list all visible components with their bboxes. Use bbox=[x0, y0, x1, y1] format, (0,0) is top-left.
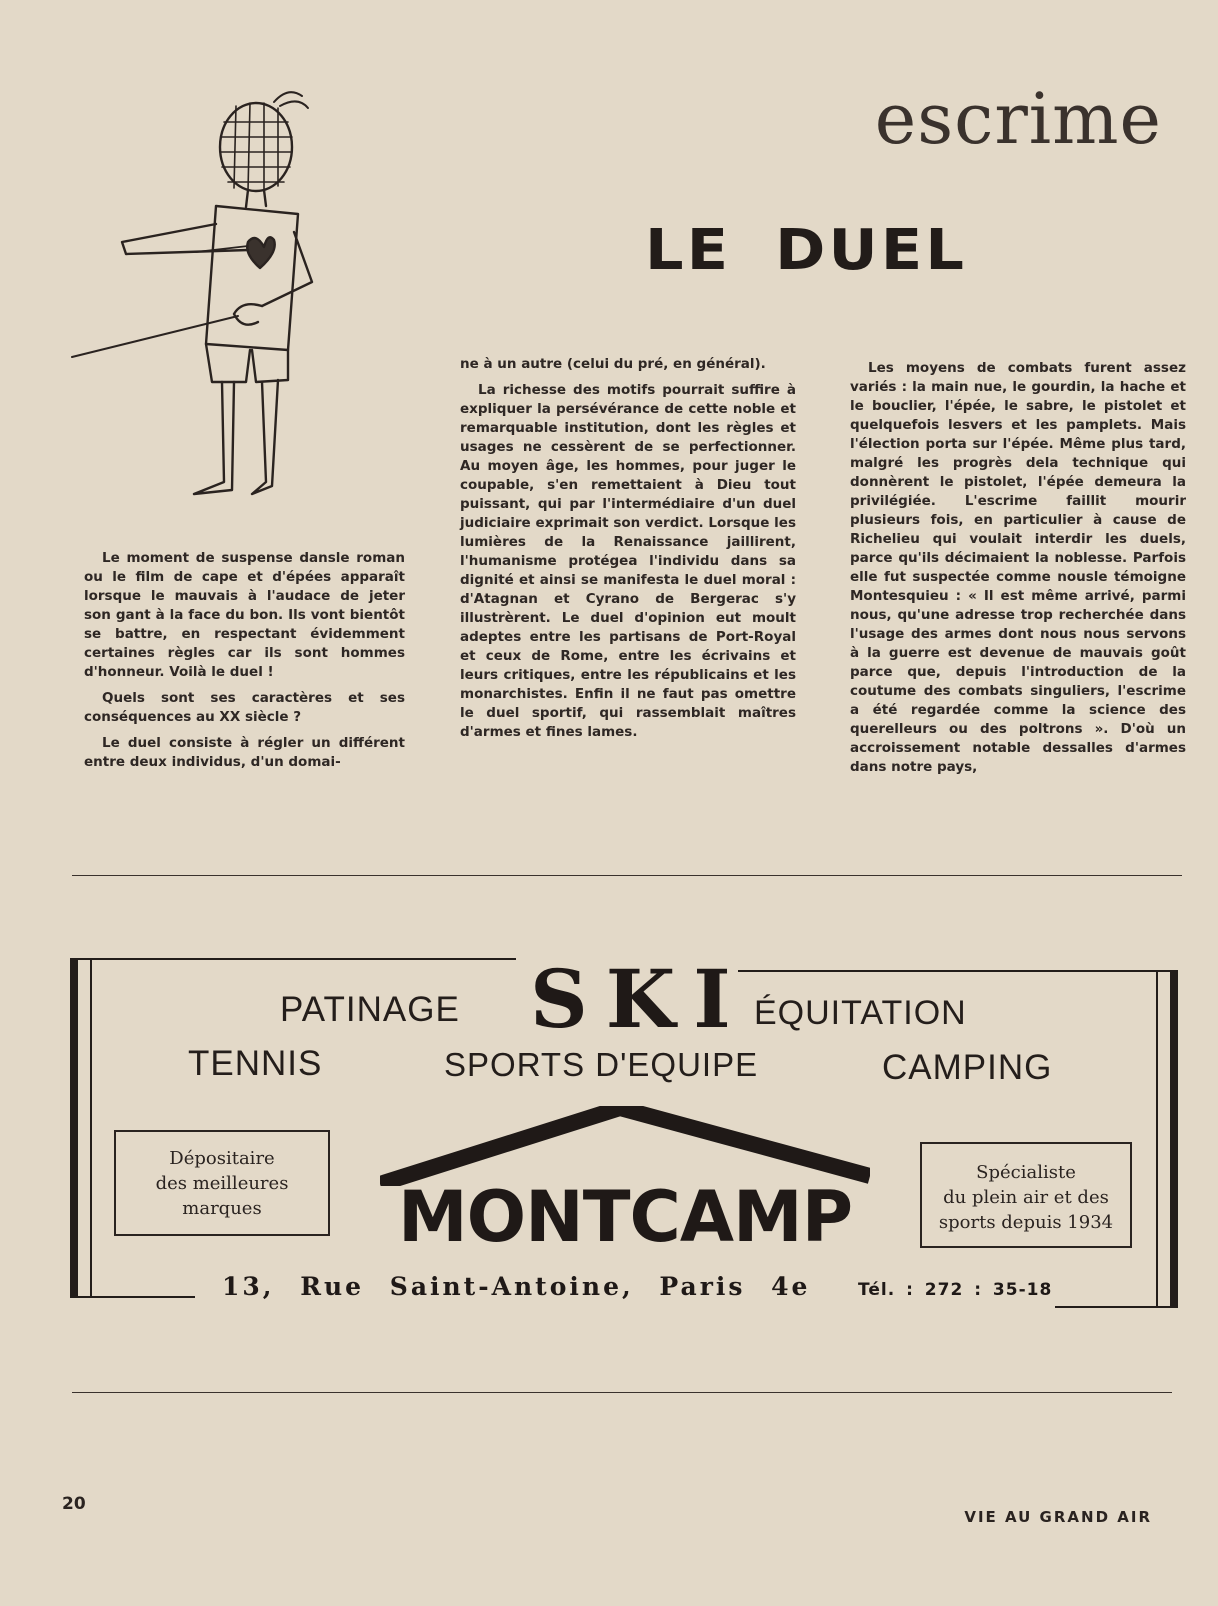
separator-rule bbox=[72, 875, 1182, 876]
ad-note-right bbox=[920, 1142, 1132, 1248]
article-paragraph: ne à un autre (celui du pré, en général). bbox=[460, 356, 766, 372]
ad-note-left bbox=[114, 1130, 330, 1236]
page-number: 20 bbox=[62, 1494, 86, 1514]
ad-note-line: des meilleures bbox=[155, 1173, 289, 1194]
ad-sport-tennis: TENNIS bbox=[188, 1044, 323, 1083]
article-paragraph: La richesse des motifs pourrait suffire à expliquer la persévérance de cette noble et remarquable institution, dont les règles et usages ne cessèrent de se perfectionner. Au moyen âge, les hommes, pour juger le coupable, s'en remettaient à Dieu tout puissant, qui par l'intermédiaire d'un duel judiciaire exprimait son verdict. Lorsque les lumières de la Renaissance jaillirent, l'humanisme protégea l'individu dans sa dignité et ainsi se manifesta le duel moral : d'Atagnan et Cyrano de Bergerac s'y illustrèrent. Le duel d'opinion eut moult adeptes entre les partisans de Port-Royal et ceux de Rome, entre les écrivains et leurs critiques, entre les républicains et les monarchistes. Enfin il ne faut pas omettre le duel sportif, qui rassemblait maîtres d'armes et fines lames. bbox=[460, 382, 796, 740]
article-headline: LE DUEL bbox=[645, 218, 968, 283]
article-column-2 bbox=[460, 355, 796, 749]
ad-sport-ski: SKI bbox=[530, 952, 749, 1046]
ad-border bbox=[70, 1296, 195, 1298]
ad-note-line: marques bbox=[182, 1198, 262, 1219]
article-paragraph: Quels sont ses caractères et ses conséquences au XX siècle ? bbox=[84, 690, 405, 725]
ad-border bbox=[1156, 970, 1158, 1306]
brand-logo bbox=[380, 1106, 870, 1266]
shop-address: 13, Rue Saint-Antoine, Paris 4e bbox=[222, 1272, 811, 1301]
ad-border bbox=[90, 958, 92, 1298]
ad-note-line: Spécialiste bbox=[976, 1162, 1076, 1183]
ad-border bbox=[738, 970, 1178, 972]
brand-name: MONTCAMP bbox=[397, 1176, 852, 1258]
ad-sport-equitation: ÉQUITATION bbox=[754, 994, 967, 1032]
ad-note-line: sports depuis 1934 bbox=[938, 1212, 1114, 1233]
ad-border bbox=[1055, 1306, 1178, 1308]
ad-border bbox=[70, 958, 516, 960]
tent-roof-icon bbox=[380, 1106, 870, 1186]
advertisement bbox=[70, 952, 1178, 1308]
article-column-3 bbox=[850, 359, 1186, 784]
magazine-name: VIE AU GRAND AIR bbox=[964, 1508, 1152, 1526]
separator-rule bbox=[72, 1392, 1172, 1393]
article-paragraph: Le moment de suspense dansle roman ou le film de cape et d'épées apparaît lorsque le mauvais à l'audace de jeter son gant à la face du bon. Ils vont bientôt se battre, en respectant évidemment certaines règles car ils sont hommes d'honneur. Voilà le duel ! bbox=[84, 550, 405, 680]
ad-note-line: Dépositaire bbox=[169, 1148, 275, 1169]
ad-sport-camping: CAMPING bbox=[882, 1048, 1053, 1087]
section-label: escrime bbox=[874, 78, 1162, 160]
article-paragraph: Les moyens de combats furent assez variés : la main nue, le gourdin, la hache et le bouclier, l'épée, le sabre, le pistolet et quelquefois lesvers et les pamplets. Mais l'élection porta sur l'épée. Même plus tard, malgré les progrès dela technique qui donnèrent le pistolet, l'épée demeura la privilégiée. L'escrime faillit mourir plusieurs fois, en particulier à cause de Richelieu qui voulait interdir les duels, parce qu'ils décimaient la noblesse. Parfois elle fut suspectée comme nousle témoigne Montesquieu : « Il est même arrivé, parmi nous, qu'une adresse trop recherchée dans l'usage des armes dont nous nous servons à la guerre est devenue de mauvais goût parce que, depuis l'introduction de la coutume des combats singuliers, l'escrime a été regardée comme la science des querelleurs ou des poltrons ». D'où un accroissement notable dessalles d'armes dans notre pays, bbox=[850, 360, 1186, 775]
article-paragraph: Le duel consiste à régler un différent entre deux individus, d'un domai- bbox=[84, 735, 405, 770]
shop-phone: Tél. : 272 : 35-18 bbox=[858, 1280, 1053, 1300]
ad-note-line: du plein air et des bbox=[943, 1187, 1109, 1208]
article-column-1 bbox=[84, 549, 405, 779]
ad-sport-patinage: PATINAGE bbox=[280, 990, 460, 1029]
fencer-illustration bbox=[66, 82, 356, 522]
ad-border bbox=[70, 958, 78, 1298]
ad-border bbox=[1170, 970, 1178, 1306]
ad-sport-team: SPORTS D'EQUIPE bbox=[444, 1046, 759, 1083]
